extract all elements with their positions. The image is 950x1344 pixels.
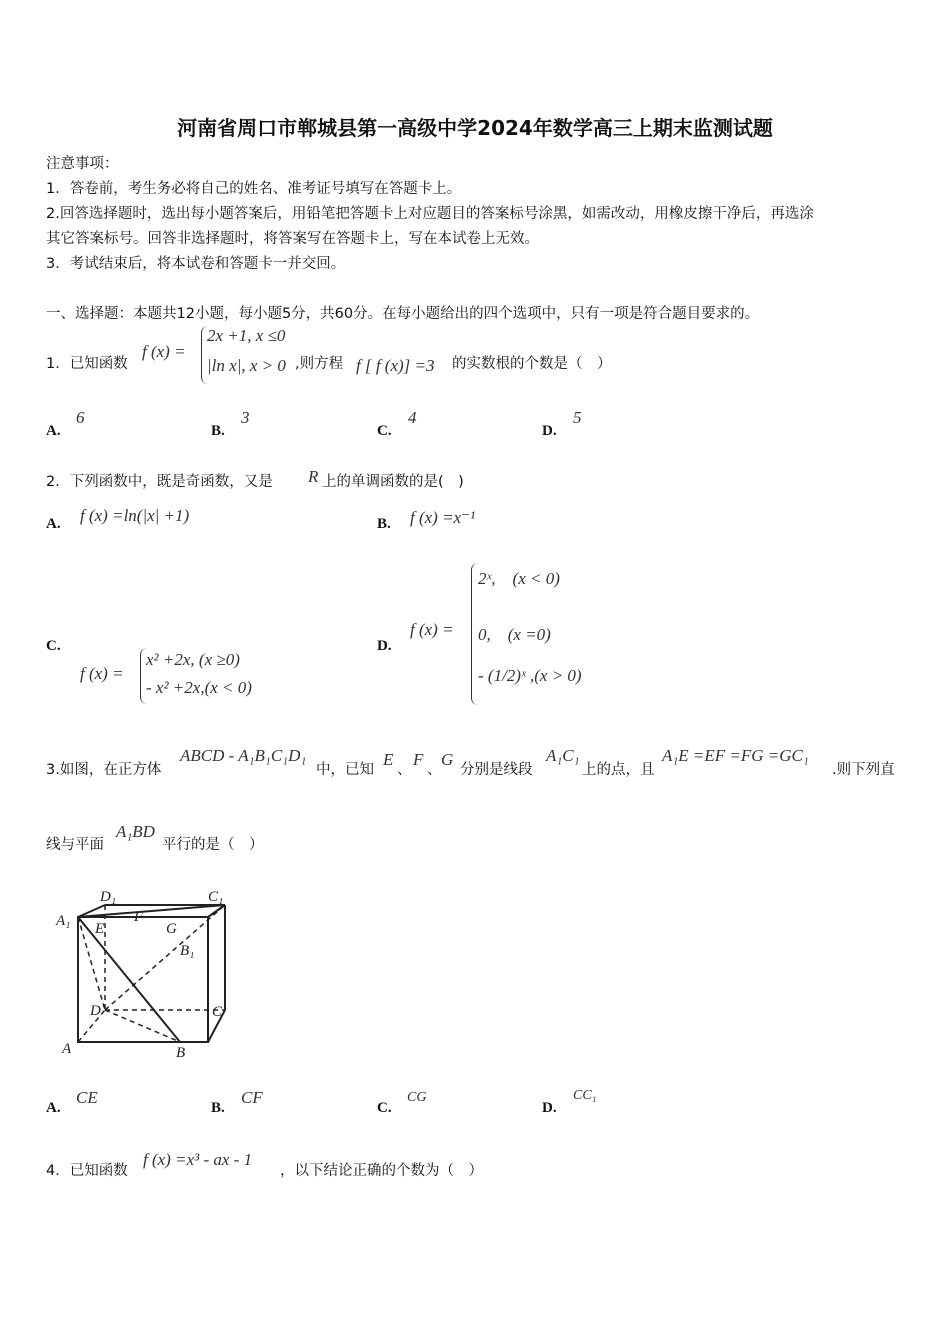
q3-math: ABCD - A₁B₁C₁D₁: [180, 746, 307, 765]
option-expr: f (x) =: [80, 664, 124, 683]
q2-text: 2．下列函数中，既是奇函数，又是: [46, 474, 273, 490]
label-d1: D₁: [100, 889, 117, 905]
option-label: D.: [377, 638, 392, 654]
q4-math: f (x) =x³ - ax - 1: [143, 1150, 253, 1169]
q2-text: 上的单调函数的是( ): [322, 474, 464, 490]
q3-text: 平行的是（ ）: [162, 837, 264, 853]
label-b1: B₁: [180, 943, 195, 959]
option-value: 6: [76, 408, 85, 427]
option-label: C.: [377, 423, 392, 439]
label-c1: C₁: [208, 889, 224, 905]
q3-text: 上的点，且: [582, 762, 655, 778]
option-value: CF: [241, 1088, 263, 1107]
option-value: CG: [407, 1090, 427, 1105]
section-heading: 一、选择题：本题共12小题，每小题5分，共60分。在每小题给出的四个选项中，只有一项是符合题目要求的。: [46, 306, 760, 322]
q3-text: 分别是线段: [460, 762, 533, 778]
q3-math: A₁E =EF =FG =GC₁: [662, 746, 809, 765]
option-label: A.: [46, 423, 61, 439]
label-a1: A₁: [56, 913, 71, 929]
option-value: 3: [241, 408, 250, 427]
option-value: 5: [573, 408, 582, 427]
q1-equation: f [ f (x)] =3: [356, 356, 435, 375]
option-case: 2ˣ, (x < 0): [478, 569, 560, 588]
notice-heading: 注意事项：: [46, 156, 119, 172]
q1-text: 1．已知函数: [46, 356, 128, 372]
q3-math: E: [383, 750, 394, 769]
q3-math: F: [413, 750, 424, 769]
option-label: B.: [377, 516, 391, 532]
label-f: F: [134, 909, 144, 925]
q1-text: 的实数根的个数是（ ）: [452, 356, 612, 372]
q3-math: G: [441, 750, 454, 769]
label-c: C: [212, 1004, 223, 1020]
label-b: B: [176, 1045, 186, 1061]
q3-text: 线与平面: [46, 837, 104, 853]
notice-item: 1．答卷前，考生务必将自己的姓名、准考证号填写在答题卡上。: [46, 181, 462, 197]
label-e: E: [95, 921, 105, 937]
option-label: B.: [211, 423, 225, 439]
option-label: D.: [542, 1100, 557, 1116]
option-label: A.: [46, 516, 61, 532]
q1-function: f (x) =: [142, 342, 186, 361]
q4-text: 4．已知函数: [46, 1163, 128, 1179]
option-label: A.: [46, 1100, 61, 1116]
option-case: 0, (x =0): [478, 625, 551, 644]
q3-text: 、: [397, 762, 412, 778]
option-expr: f (x) =x⁻¹: [410, 508, 476, 527]
label-g: G: [166, 921, 177, 937]
page-title: 河南省周口市郸城县第一高级中学2024年数学高三上期末监测试题: [177, 116, 773, 140]
cube-figure: [50, 885, 250, 1065]
option-value: CE: [76, 1088, 98, 1107]
q3-math: A₁C₁: [546, 746, 580, 765]
q3-text: 3.如图，在正方体: [46, 762, 162, 778]
option-case: x² +2x, (x ≥0): [146, 650, 240, 669]
q4-text: ，以下结论正确的个数为（ ）: [280, 1163, 483, 1179]
option-label: B.: [211, 1100, 225, 1116]
q3-text: 、: [427, 762, 442, 778]
q3-math: A₁BD: [116, 822, 155, 841]
q3-text: .则下列直: [832, 762, 895, 778]
option-case: - (1/2)ˣ ,(x > 0): [478, 666, 582, 685]
option-expr: f (x) =ln(|x| +1): [80, 506, 190, 525]
label-a: A: [62, 1041, 72, 1057]
option-label: C.: [46, 638, 61, 654]
q1-case: |ln x|, x > 0: [207, 356, 286, 375]
option-label: C.: [377, 1100, 392, 1116]
label-d: D: [90, 1003, 101, 1019]
q1-text: ,则方程: [295, 356, 344, 372]
option-label: D.: [542, 423, 557, 439]
option-value: CC₁: [573, 1088, 597, 1103]
option-value: 4: [408, 408, 417, 427]
option-case: - x² +2x,(x < 0): [146, 678, 252, 697]
option-expr: f (x) =: [410, 620, 454, 639]
notice-item: 2.回答选择题时，选出每小题答案后，用铅笔把答题卡上对应题目的答案标号涂黑，如需改动，用橡皮擦干净后，再选涂: [46, 206, 814, 222]
notice-item: 3．考试结束后，将本试卷和答题卡一并交回。: [46, 256, 346, 272]
q2-symbol: R: [308, 467, 319, 486]
q3-text: 中，已知: [316, 762, 374, 778]
q1-case: 2x +1, x ≤0: [207, 326, 286, 345]
notice-item: 其它答案标号。回答非选择题时，将答案写在答题卡上，写在本试卷上无效。: [46, 231, 539, 247]
brace: [471, 563, 478, 705]
